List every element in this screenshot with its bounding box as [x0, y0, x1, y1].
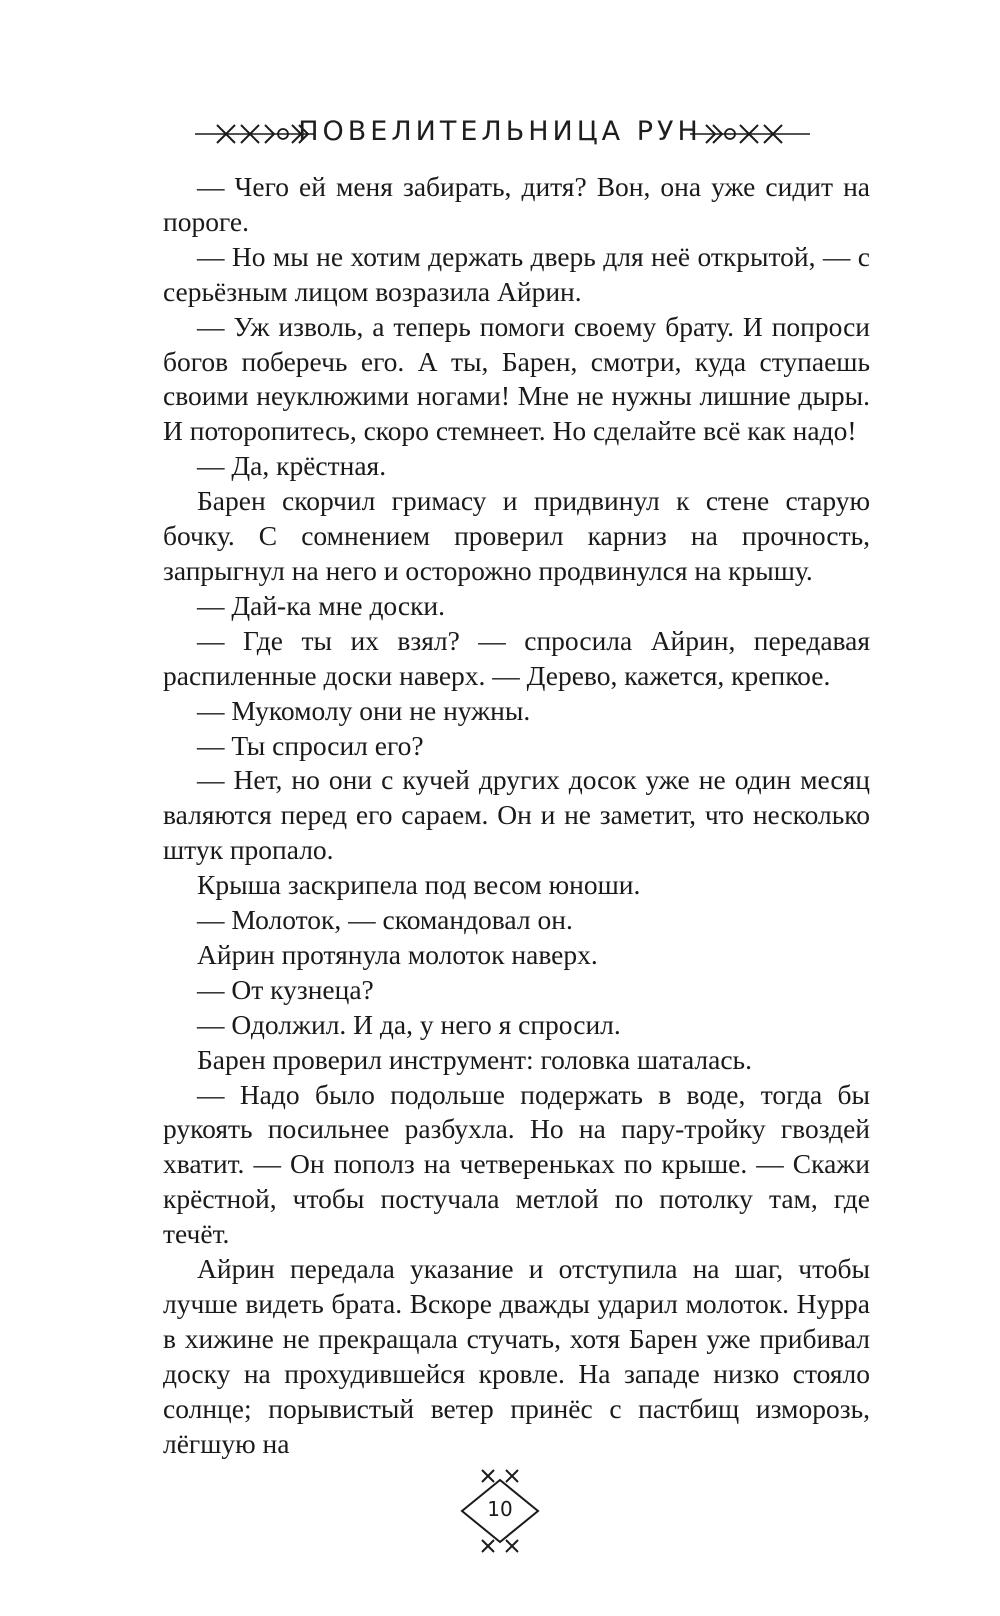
paragraph: Крыша заскрипела под весом юноши.	[197, 869, 641, 901]
paragraph: — От кузнеца?	[197, 973, 374, 1005]
paragraph: — Мукомолу они не нужны.	[197, 694, 531, 726]
paragraph: — Нет, но они с кучей других досок уже не один месяц валяются перед его сараем. Он и не заметит, что несколько штук пропало.	[163, 764, 870, 866]
paragraph: Барен скорчил гримасу и придвинул к стене старую бочку. С сомнением проверил карниз на прочность, запрыгнул на него и осторожно продвинулся на крышу.	[163, 485, 870, 586]
paragraph: — Надо было подольше подержать в воде, тогда бы рукоять посильнее разбухла. Но на пару-тройку гвоздей хватит. — Он пополз на четвереньках по крыше. — Скажи крёстной, чтобы постучала метлой по потолку там, где течёт.	[163, 1078, 870, 1250]
paragraph: — Одолжил. И да, у него я спросил.	[197, 1008, 621, 1040]
right-rune-ornament-icon	[690, 120, 810, 148]
paragraph: — Но мы не хотим держать дверь для неё открытой, — с серьёзным лицом возразила Айрин.	[163, 240, 870, 307]
paragraph: — Да, крёстная.	[197, 450, 387, 482]
paragraph: — Дай-ка мне доски.	[197, 589, 446, 621]
running-header	[0, 112, 1000, 152]
paragraph: — Уж изволь, а теперь помоги своему брату. И попроси богов поберечь его. А ты, Барен, смотри, куда ступаешь своими неуклюжими ногами! Мне не нужны лишние дыры. И поторопитесь, скоро стемнеет. Но сделайте всё как надо!	[163, 310, 870, 447]
paragraph: — Молоток, — скомандовал он.	[197, 904, 573, 936]
running-title: ПОВЕЛИТЕЛЬНИЦА РУН	[298, 116, 702, 147]
paragraph: Айрин протянула молоток наверх.	[197, 938, 598, 970]
paragraph: — Чего ей меня забирать, дитя? Вон, она уже сидит на пороге.	[163, 171, 870, 237]
paragraph: — Где ты их взял? — спросила Айрин, передавая распиленные доски наверх. — Дерево, кажется, крепкое.	[163, 624, 870, 691]
paragraph: — Ты спросил его?	[197, 729, 424, 761]
page-footer	[450, 1468, 550, 1554]
body-text	[163, 170, 870, 1462]
paragraph: Барен проверил инструмент: головка шаталась.	[197, 1043, 752, 1075]
page-number: 10	[487, 1497, 513, 1521]
paragraph: Айрин передала указание и отступила на шаг, чтобы лучше видеть брата. Вскоре дважды ударил молоток. Нурра в хижине не прекращала стучать, хотя Барен уже прибивал доску на прохудившейся кровле. На западе низко стояло солнце; порывистый ветер принёс с пастбищ изморозь, лёгшую на	[163, 1253, 870, 1459]
